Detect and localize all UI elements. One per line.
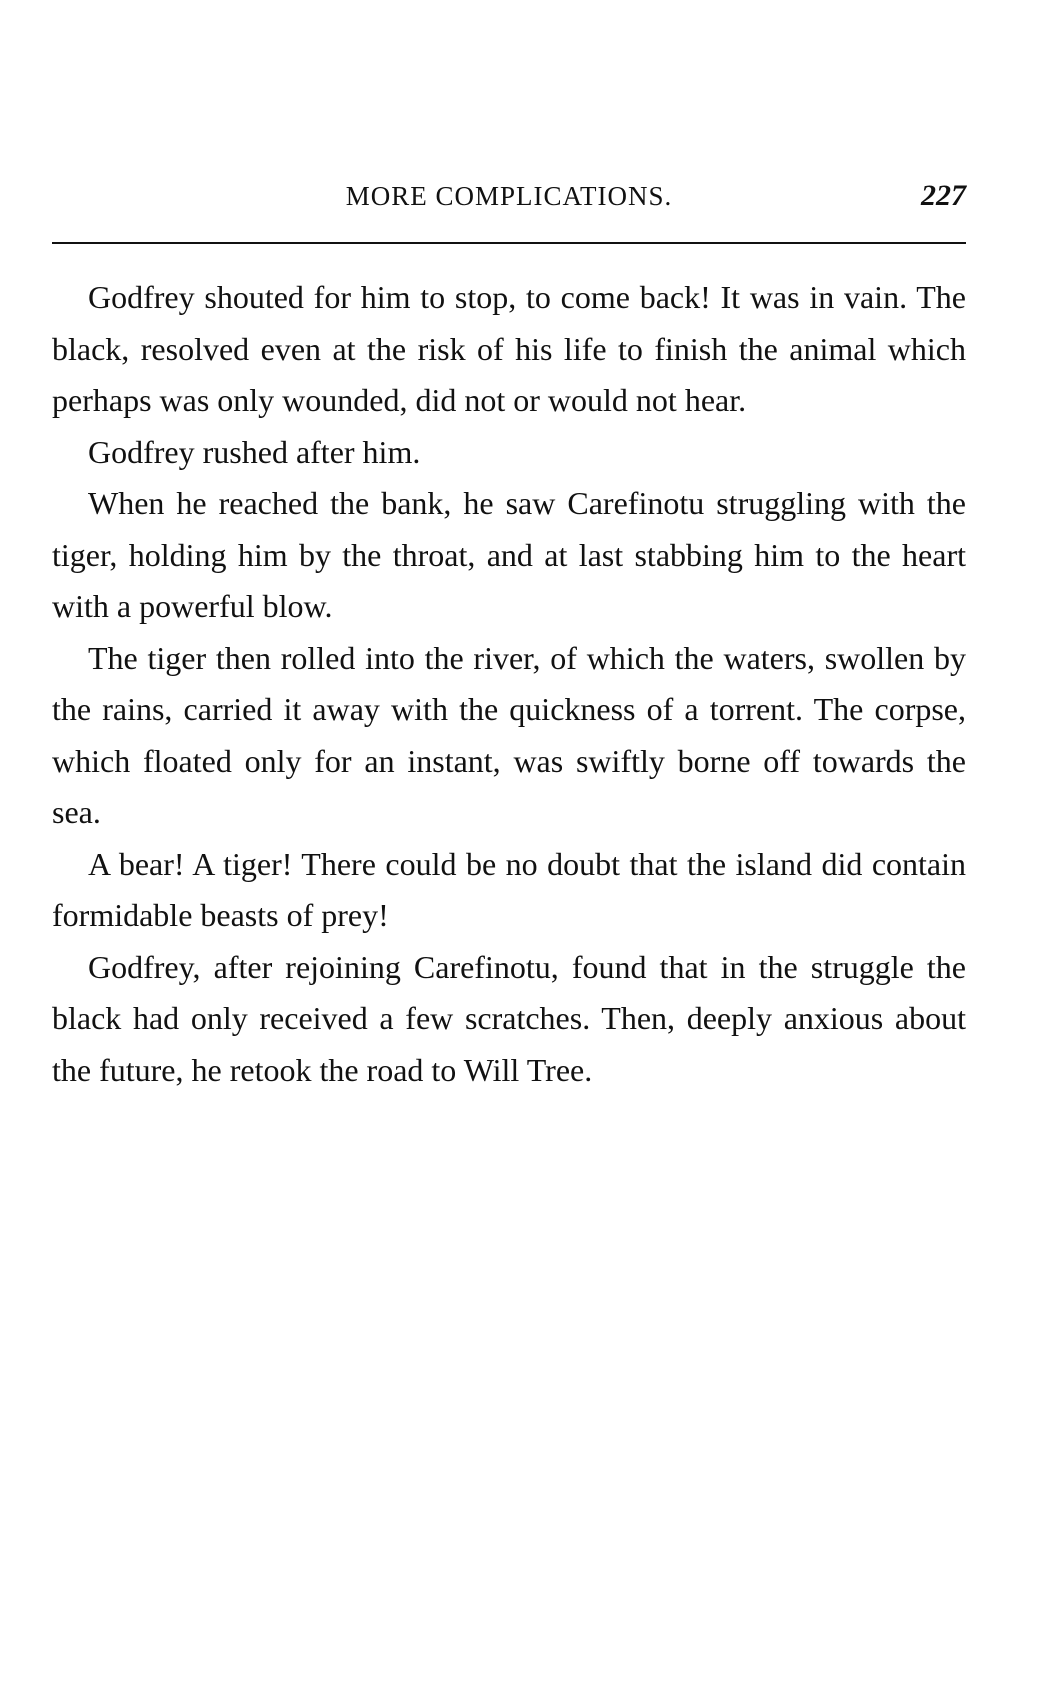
paragraph: Godfrey rushed after him. <box>88 433 421 470</box>
paragraph: Godfrey, after rejoining Carefinotu, found that in the struggle the black had only received a few scratches. Then, deeply anxious about the future, he retook the road to Will Tree. <box>52 948 966 1088</box>
paragraph: When he reached the bank, he saw Carefinotu struggling with the tiger, holding him by the throat, and at last stabbing him to the heart with a powerful blow. <box>52 485 966 624</box>
body-text <box>52 272 966 1096</box>
running-head <box>52 176 966 216</box>
paragraph: The tiger then rolled into the river, of which the waters, swollen by the rains, carried it away with the quickness of a torrent. The corpse, which floated only for an instant, was swiftly borne off towards the sea. <box>52 639 966 830</box>
paragraph: A bear! A tiger! There could be no doubt that the island did contain formidable beasts of prey! <box>52 845 966 933</box>
header-rule <box>52 242 966 244</box>
running-title: MORE COMPLICATIONS. <box>345 181 673 211</box>
paragraph: Godfrey shouted for him to stop, to come back! It was in vain. The black, resolved even at the risk of his life to finish the animal which perhaps was only wounded, did not or would not hear. <box>52 279 966 418</box>
page-number: 227 <box>921 179 966 212</box>
